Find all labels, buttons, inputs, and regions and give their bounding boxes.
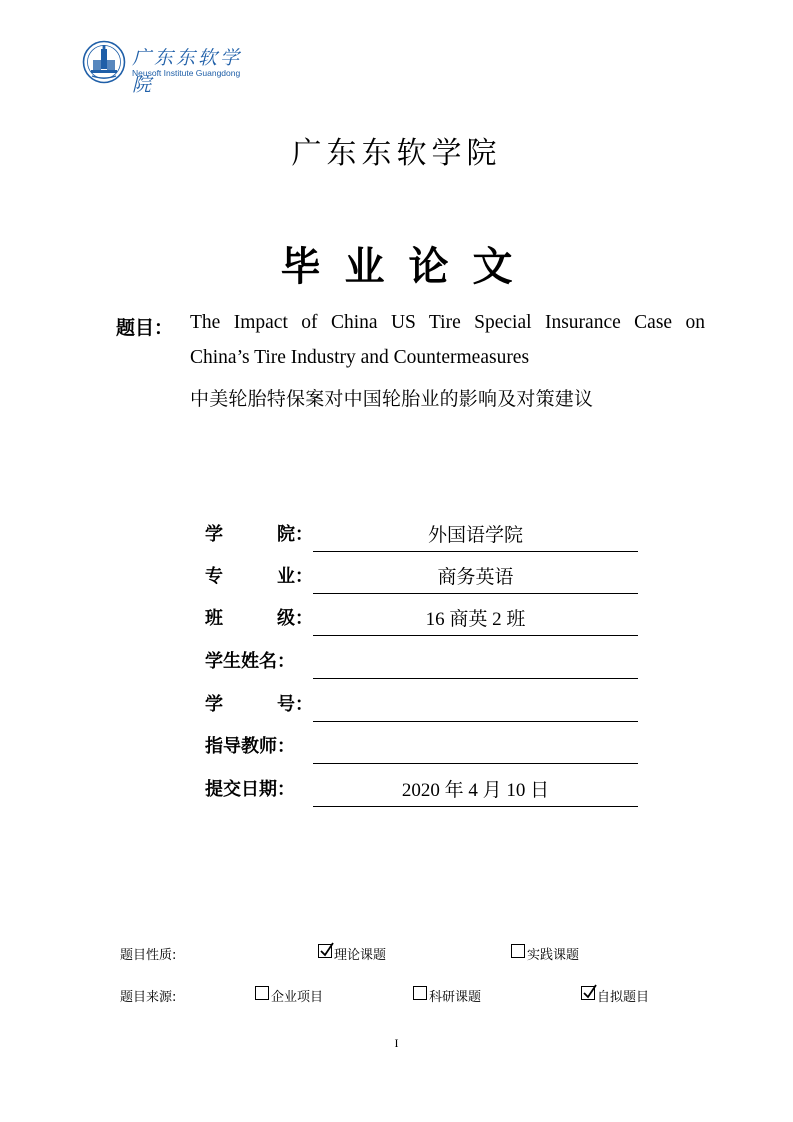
student-name-label: 学生姓名： [205,651,295,672]
topic-title-en-line2: China’s Tire Industry and Countermeasures [190,347,530,368]
option-self-proposed-label: 自拟题目 [597,990,650,1005]
class-label: 班 级： [205,608,313,629]
info-row-college [205,510,638,552]
info-row-class [205,594,638,636]
major-label: 专 业： [205,566,313,587]
college-label: 学 院： [205,524,313,545]
checkbox-self-proposed[interactable] [581,986,595,1000]
major-field[interactable]: 商务英语 [313,563,638,594]
option-theory-label: 理论课题 [334,948,387,963]
info-row-student-id [205,680,638,722]
student-id-field[interactable] [313,691,638,722]
advisor-label: 指导教师： [205,736,295,757]
topic-title-cn: 中美轮胎特保案对中国轮胎业的影响及对策建议 [190,388,594,410]
info-row-advisor [205,722,638,764]
submit-date-label: 提交日期： [205,779,295,800]
checkbox-research[interactable] [413,986,427,1000]
student-name-field[interactable] [313,648,638,679]
document-title: 毕业论文 [280,244,537,290]
checkbox-theory[interactable] [318,944,332,958]
info-row-major [205,552,638,594]
institute-logo [82,40,252,96]
info-row-student-name [205,637,638,679]
advisor-field[interactable] [313,733,638,764]
topic-source-label: 题目来源: [120,990,177,1005]
checkbox-practice[interactable] [511,944,525,958]
logo-name-en: Neusoft Institute Guangdong [132,68,241,78]
option-enterprise-label: 企业项目 [271,990,324,1005]
info-row-submit-date [205,765,638,807]
class-field[interactable]: 16 商英 2 班 [313,605,638,636]
checkbox-enterprise[interactable] [255,986,269,1000]
option-practice-label: 实践课题 [527,948,580,963]
school-name: 广东东软学院 [291,136,502,171]
option-research-label: 科研课题 [429,990,482,1005]
logo-name-cn: 广东东软学院 [132,47,243,96]
page-number: I [394,1036,399,1050]
topic-label: 题目： [116,317,174,339]
college-field[interactable]: 外国语学院 [313,521,638,552]
student-id-label: 学 号： [205,694,313,715]
campus-emblem-icon [82,40,126,84]
submit-date-field[interactable]: 2020 年 4 月 10 日 [313,776,638,807]
topic-title-en-line1: The Impact of China US Tire Special Insurance Case on [190,312,705,333]
topic-nature-label: 题目性质: [120,948,177,963]
